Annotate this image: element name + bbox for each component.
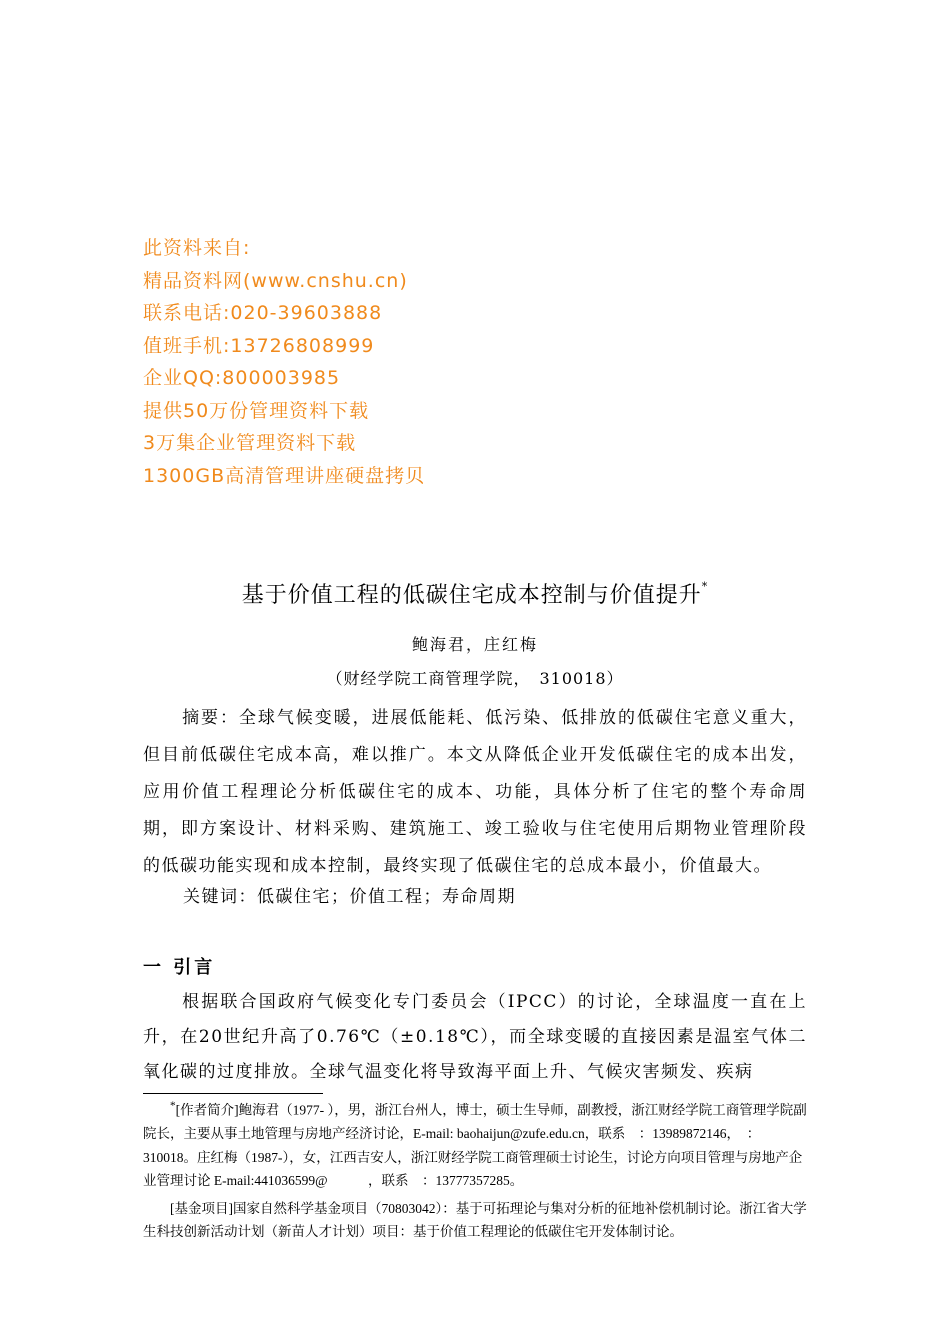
abstract	[143, 700, 807, 885]
source-ad-block	[143, 232, 425, 492]
paper-title-text: 基于价值工程的低碳住宅成本控制与价值提升	[241, 583, 702, 608]
ad-line-offer-2: 3万集企业管理资料下载	[143, 432, 357, 454]
footnote-author-label: [作者简介]	[175, 1102, 239, 1118]
footnote-author-text: 鲍海君（1977- ），男，浙江台州人，博士，硕士生导师，副教授，浙江财经学院工商管理学院副院长，主要从事土地管理与房地产经济讨论，E-mail: baohaijun@zufe.edu.cn，联系 ：13989872146， ：310018。庄红梅（1987-），女，江西吉安人，浙江财经学院工商管理硕士讨论生，讨论方向项目管理与房地产企业管理讨论 E-mail:441036599@ ，联系 ：13777357285。	[143, 1102, 807, 1188]
section-heading: 一 引言	[143, 957, 216, 978]
ad-line-phone: 联系电话:020-39603888	[143, 302, 383, 324]
footnote-mark: *	[170, 1100, 176, 1112]
ad-line-offer-1: 提供50万份管理资料下载	[143, 399, 370, 422]
footnote-author-info	[143, 1095, 807, 1193]
intro-text: 根据联合国政府气候变化专门委员会（IPCC）的讨论，全球温度一直在上升，在20世纪升高了0.76℃（±0.18℃），而全球变暖的直接因素是温室气体二氧化碳的过度排放。全球气温变化将导致海平面上升、气候灾害频发、疾病	[143, 992, 807, 1082]
footnotes	[143, 1095, 807, 1244]
intro-paragraph	[143, 985, 807, 1090]
ad-line-website: 精品资料网(www.cnshu.cn)	[143, 269, 408, 292]
paper-authors: 鲍海君，庄红梅	[411, 635, 538, 654]
footnote-divider	[143, 1093, 323, 1094]
ad-line-offer-3: 1300GB高清管理讲座硬盘拷贝	[143, 464, 426, 487]
keywords	[183, 882, 516, 907]
title-footnote-mark: *	[701, 580, 709, 593]
ad-line-qq: 企业QQ:800003985	[143, 367, 341, 389]
abstract-label: 摘要：	[182, 708, 239, 728]
footnote-funding: [基金项目]国家自然科学基金项目（70803042）：基于可拓理论与集对分析的征地补偿机制讨论。浙江省大学生科技创新活动计划（新苗人才计划）项目：基于价值工程理论的低碳住宅开发体制讨论。	[143, 1200, 807, 1239]
abstract-text: 全球气候变暖，进展低能耗、低污染、低排放的低碳住宅意义重大，但目前低碳住宅成本高，难以推广。本文从降低企业开发低碳住宅的成本出发，应用价值工程理论分析低碳住宅的成本、功能，具体分析了住宅的整个寿命周期，即方案设计、材料采购、建筑施工、竣工验收与住宅使用后期物业管理阶段的低碳功能实现和成本控制，最终实现了低碳住宅的总成本最小，价值最大。	[143, 708, 808, 876]
ad-line-mobile: 值班手机:13726808999	[143, 334, 375, 357]
paper-title	[0, 578, 950, 609]
keywords-label: 关键词：	[183, 887, 257, 907]
ad-line-source: 此资料来自:	[143, 237, 251, 259]
paper-affiliation: （财经学院工商管理学院， 310018）	[326, 669, 624, 688]
keywords-text: 低碳住宅；价值工程；寿命周期	[257, 887, 516, 907]
